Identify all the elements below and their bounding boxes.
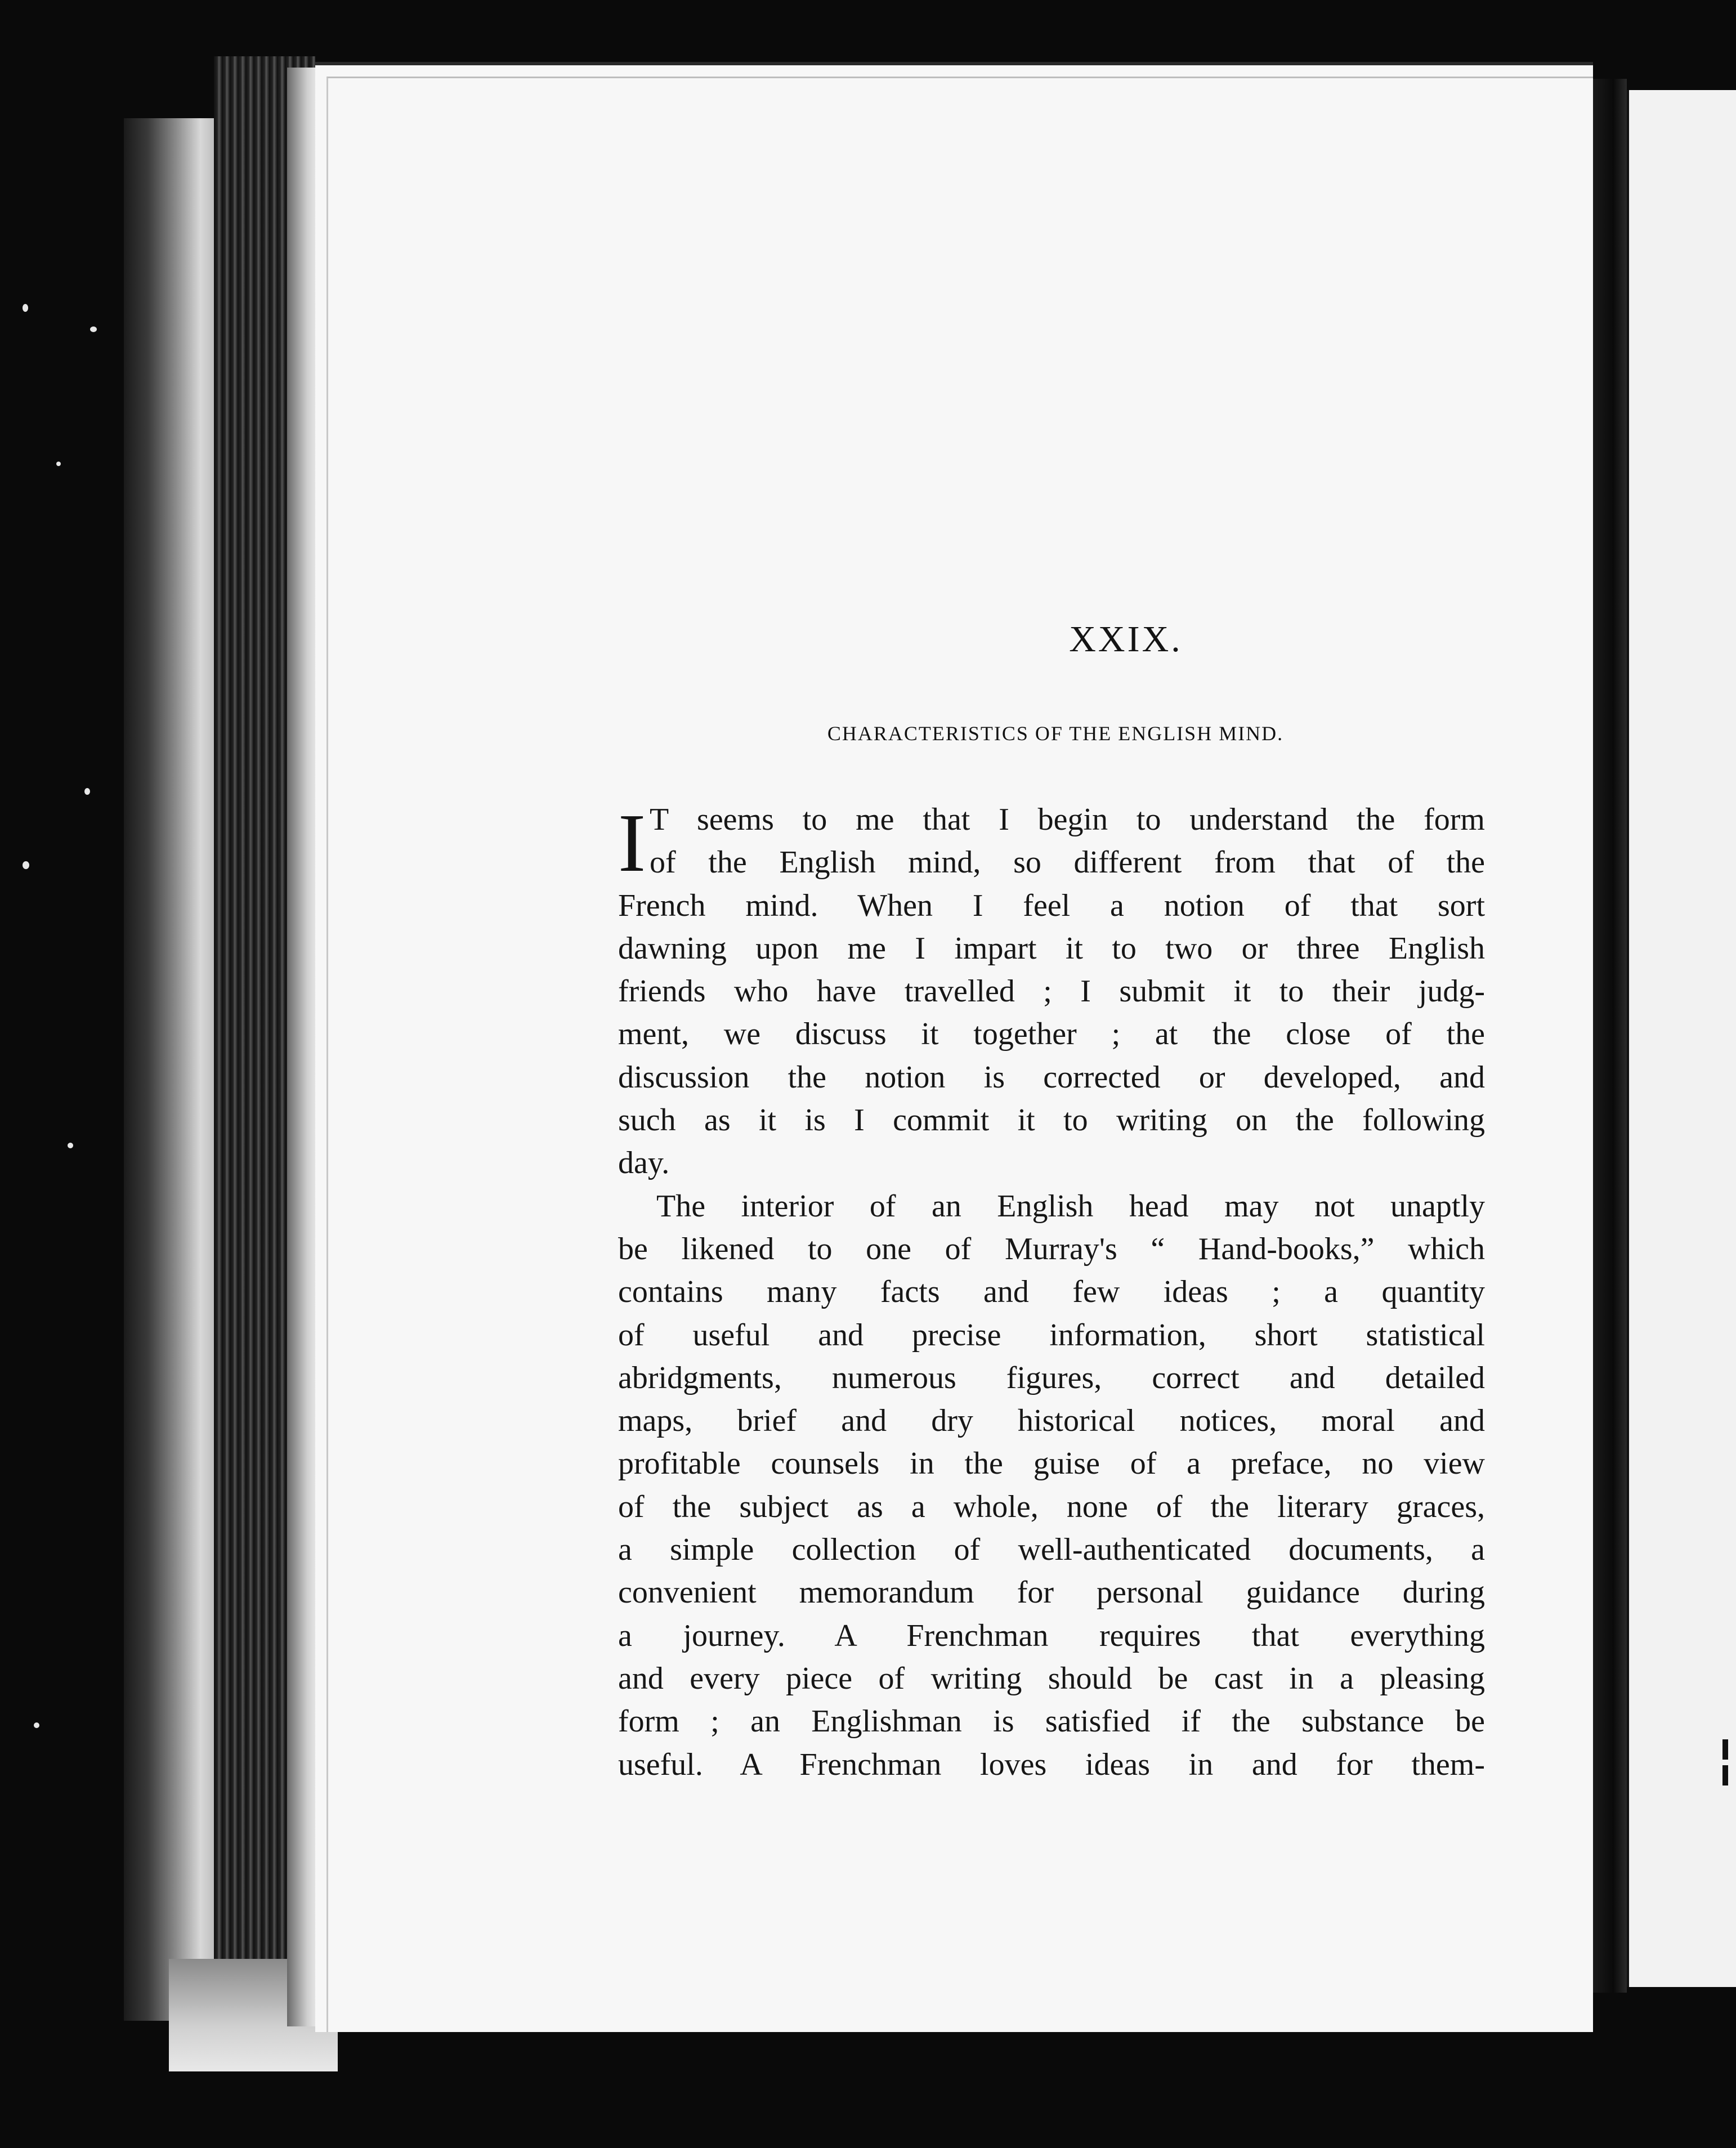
body-text [618,798,1485,1786]
dust-speck [23,304,28,312]
dust-speck [84,788,90,795]
chapter-number-box [563,618,1689,661]
text-line: T seems to me that I begin to understand the form [650,802,1485,837]
text-line: day. [618,1145,670,1181]
text-line: form ; an Englishman is satisfied if the substance be [618,1704,1485,1739]
text-line: ment, we discuss it together ; at the close of the [618,1017,1485,1052]
text-line: such as it is I commit it to writing on the following [618,1103,1485,1138]
text-line: convenient memorandum for personal guidance during [618,1575,1485,1610]
dust-speck [23,861,29,869]
text-line: a journey. A Frenchman requires that everything [618,1618,1485,1653]
chapter-number: XXIX. [1069,619,1183,660]
text-line: be likened to one of Murray's “ Hand-books,” which [618,1231,1485,1267]
text-line: and every piece of writing should be cast in a pleasing [618,1661,1485,1696]
text-line: useful. A Frenchman loves ideas in and for them- [618,1747,1485,1782]
dust-speck [68,1143,73,1148]
book-gutter [1593,79,1627,1993]
text-line: contains many facts and few ideas ; a quantity [618,1274,1485,1310]
text-line: The interior of an English head may not unaptly [656,1188,1485,1224]
chapter-title: CHARACTERISTICS OF THE ENGLISH MIND. [827,722,1284,745]
text-line: a simple collection of well-authenticated documents, a [618,1532,1485,1568]
text-line: of useful and precise information, short statistical [618,1317,1485,1353]
facing-page-text-fragments [1722,1739,1736,1807]
paragraph-2 [618,1185,1485,1786]
text-line: French mind. When I feel a notion of that sort [618,888,1485,923]
dust-speck [56,462,61,466]
dust-speck [90,326,97,332]
text-line: dawning upon me I impart it to two or three English [618,930,1485,966]
text-line: profitable counsels in the guise of a preface, no view [618,1446,1485,1482]
text-line: of the English mind, so different from that of the [650,845,1485,880]
text-line: discussion the notion is corrected or developed, and [618,1059,1485,1095]
text-line: maps, brief and dry historical notices, moral and [618,1403,1485,1439]
facing-page-edge [1627,90,1736,1987]
text-line: abridgments, numerous figures, correct and detailed [618,1360,1485,1395]
paragraph-1 [618,798,1485,1185]
book-fore-edge [124,118,220,2021]
text-line: of the subject as a whole, none of the literary graces, [618,1489,1485,1524]
dust-speck [34,1722,39,1728]
text-line: friends who have travelled ; I submit it to their judg- [618,974,1485,1009]
drop-cap: I [618,797,646,889]
